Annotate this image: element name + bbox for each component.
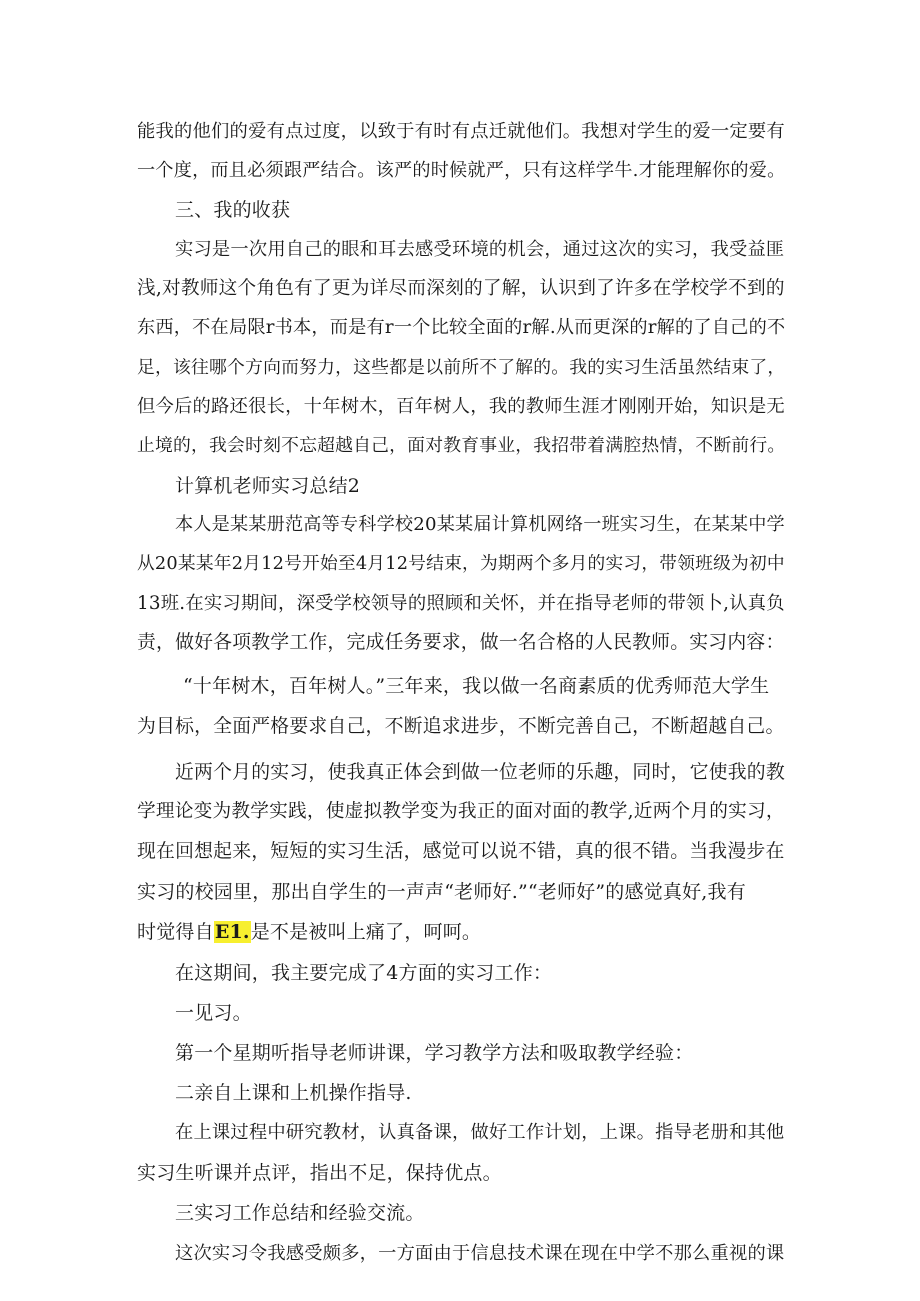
paragraph-line: 现在回想起来，短短的实习生活，感觉可以说不错，真的很不错。当我漫步在 bbox=[137, 841, 785, 862]
list-heading: 三实习工作总结和经验交流。 bbox=[175, 1202, 425, 1224]
paragraph-line: 近两个月的实习，使我真正体会到做一位老师的乐趣，同时，它使我的教 bbox=[175, 761, 785, 783]
paragraph-line: 这次实习令我感受颇多，一方面由于信息技术课在现在中学不那么重视的课 bbox=[175, 1243, 785, 1264]
paragraph-line: 在这期间，我主要完成了4方面的实习工作： bbox=[175, 962, 553, 984]
paragraph-line: 一个度，而且必须跟严结合。该严的时候就严，只有这样学牛.才能理解你的爱。 bbox=[137, 160, 786, 181]
paragraph-line: 实习是一次用自己的眼和耳去感受环境的机会，通过这次的实习，我受益匪 bbox=[175, 239, 785, 260]
paragraph-line: 从20某某年2月12号开始至4月12号结束，为期两个多月的实习，带领班级为初中 bbox=[137, 554, 785, 574]
list-heading: 一见习。 bbox=[175, 1002, 252, 1024]
paragraph-line: 但今后的路还很长，十年树木，百年树人，我的教师生涯才刚刚开始，知识是无 bbox=[137, 396, 785, 417]
list-heading: 二亲自上课和上机操作指导. bbox=[175, 1082, 412, 1104]
paragraph-line: 本人是某某册范高等专科学校20某某届计算机网络一班实习生，在某某中学 bbox=[175, 514, 785, 535]
line-text-end: 是不是被叫上痛了，呵呵。 bbox=[250, 921, 482, 943]
paragraph-line: 实习生听课并点评，指出不足，保持优点。 bbox=[137, 1162, 502, 1184]
paragraph-line: “十年树木，百年树人。”三年来，我以做一名商素质的优秀师范大学生 bbox=[183, 675, 770, 697]
line-text-start: 时觉得自 bbox=[137, 921, 214, 943]
paragraph-line: 实习的校园里，那出自学生的一声声“老师好.”“老师好”的感觉真好,我有 bbox=[137, 881, 746, 903]
paragraph-line: 第一个星期听指导老师讲课，学习教学方法和吸取教学经验： bbox=[175, 1042, 694, 1064]
paragraph-line: 为目标，全面严格要求自己，不断追求进步，不断完善自己，不断超越自己。 bbox=[137, 716, 785, 737]
paragraph-line: 止境的，我会时刻不忘超越自己，面对教育事业，我招带着满腔热情，不断前行。 bbox=[137, 435, 786, 456]
paragraph-line: 浅,对教师这个角色有了更为详尽而深刻的了解，认识到了许多在学校学不到的 bbox=[137, 278, 785, 299]
paragraph-line: 在上课过程中研究教材，认真备课，做好工作计划，上课。指导老册和其他 bbox=[175, 1122, 785, 1143]
article-title: 计算机老师实习总结2 bbox=[175, 475, 361, 497]
paragraph-line: 足，该往哪个方向而努力，这些都是以前所不了解的。我的实习生活虽然结束了， bbox=[137, 357, 786, 378]
paragraph-line bbox=[137, 918, 481, 946]
highlighted-text: E1. bbox=[214, 921, 250, 943]
paragraph-line: 学理论变为教学实践，使虚拟教学变为我正的面对面的教学,近两个月的实习， bbox=[137, 801, 785, 822]
paragraph-line: 责，做好各项教学工作，完成任务要求，做一名合格的人民教师。实习内容： bbox=[137, 632, 785, 653]
paragraph-line: 能我的他们的爱有点过度，以致于有时有点迁就他们。我想对学生的爱一定要有 bbox=[137, 121, 785, 142]
paragraph-line: 13班.在实习期间，深受学校领导的照顾和关怀，并在指导老师的带领卜,认真负 bbox=[137, 593, 785, 614]
paragraph-line: 东西，不在局限r书本，而是有r一个比较全面的r解.从而更深的r解的了自己的不 bbox=[137, 317, 786, 338]
section-heading: 三、我的收获 bbox=[175, 199, 291, 221]
